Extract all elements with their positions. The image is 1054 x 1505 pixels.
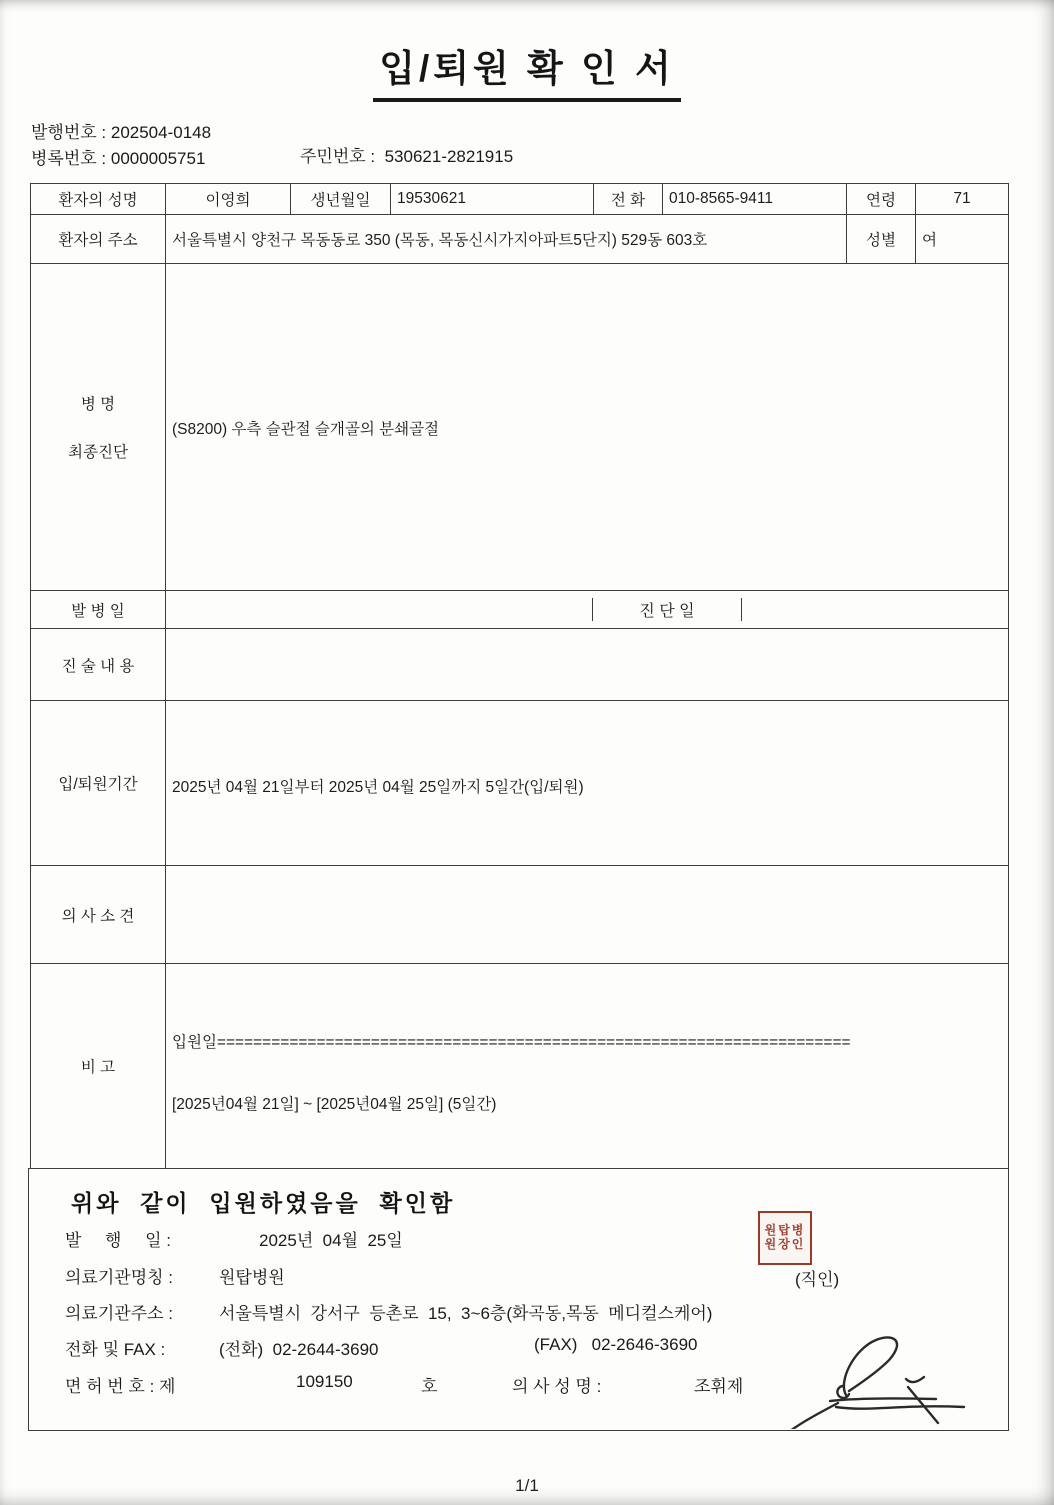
phone-value: 010-8565-9411 bbox=[663, 184, 847, 215]
table-row bbox=[31, 264, 1009, 591]
page-number: 1/1 bbox=[515, 1476, 539, 1495]
record-number-label: 병록번호 : bbox=[31, 149, 111, 168]
tel-value: (전화) 02-2644-3690 bbox=[219, 1340, 379, 1359]
diagnosis-date-value bbox=[742, 598, 1002, 621]
table-row bbox=[31, 866, 1009, 964]
resident-number-label: 주민번호 : bbox=[300, 147, 385, 166]
table-row bbox=[31, 591, 1009, 629]
onset-date-label: 발 병 일 bbox=[31, 591, 166, 629]
patient-form-table bbox=[30, 183, 1009, 1169]
sex-value: 여 bbox=[916, 215, 1009, 264]
onset-date-row-cell bbox=[166, 591, 1009, 629]
doctor-opinion-value bbox=[166, 866, 1009, 964]
remarks-label: 비 고 bbox=[31, 964, 166, 1169]
confirmation-statement: 위와 같이 입원하였음을 확인함 bbox=[71, 1190, 456, 1216]
institution-address-label: 의료기관주소 : bbox=[65, 1304, 173, 1323]
table-row bbox=[31, 215, 1009, 264]
onset-date-value bbox=[172, 598, 592, 621]
seal-caption: (직인) bbox=[795, 1270, 840, 1289]
doctor-name-label: 의 사 성 명 : bbox=[512, 1377, 602, 1396]
admission-period-value: 2025년 04월 21일부터 2025년 04월 25일까지 5일간(입/퇴원) bbox=[166, 701, 1009, 866]
remarks-line-1: 입원일====================================================================== bbox=[172, 1033, 851, 1051]
sex-label: 성별 bbox=[847, 215, 916, 264]
diagnosis-date-label: 진 단 일 bbox=[592, 598, 742, 621]
doctor-signature bbox=[786, 1319, 986, 1429]
admission-period-label: 입/퇴원기간 bbox=[31, 701, 166, 866]
disease-label-cell bbox=[31, 264, 166, 591]
issue-date-label: 발 행 일 : bbox=[65, 1231, 171, 1250]
patient-name-value: 이영희 bbox=[166, 184, 291, 215]
disease-name-label: 병 명 bbox=[80, 396, 116, 413]
issue-number-line bbox=[31, 118, 211, 143]
table-row bbox=[31, 964, 1009, 1169]
birthdate-value: 19530621 bbox=[391, 184, 594, 215]
table-row bbox=[31, 629, 1009, 701]
patient-name-label: 환자의 성명 bbox=[31, 184, 166, 215]
resident-number-value: 530621-2821915 bbox=[384, 147, 514, 166]
seal-text-line-2: 원장인 bbox=[764, 1237, 806, 1251]
issue-number-label: 발행번호 : bbox=[31, 123, 111, 142]
record-number-line bbox=[31, 144, 205, 169]
diagnosis-value: (S8200) 우측 슬관절 슬개골의 분쇄골절 bbox=[166, 264, 1009, 591]
remarks-value bbox=[166, 964, 1009, 1169]
statement-value bbox=[166, 629, 1009, 701]
table-row bbox=[31, 184, 1009, 215]
license-number-label: 면 허 번 호 : 제 bbox=[65, 1377, 176, 1396]
document-title-wrap bbox=[0, 38, 1054, 102]
license-number-suffix: 호 bbox=[421, 1377, 438, 1396]
document-title: 입/퇴원 확 인 서 bbox=[373, 38, 681, 102]
age-value: 71 bbox=[916, 184, 1009, 215]
address-value: 서울특별시 양천구 목동동로 350 (목동, 목동신시가지아파트5단지) 529동 603호 bbox=[166, 215, 847, 264]
final-diagnosis-label: 최종진단 bbox=[68, 444, 128, 461]
remarks-line-2: [2025년04월 21일] ~ [2025년04월 25일] (5일간) bbox=[172, 1096, 497, 1113]
doctor-name-value: 조휘제 bbox=[694, 1377, 744, 1396]
seal-text-line-1: 원탑병 bbox=[764, 1223, 806, 1238]
age-label: 연령 bbox=[847, 184, 916, 215]
doctor-opinion-label: 의 사 소 견 bbox=[31, 866, 166, 964]
institution-name-value: 원탑병원 bbox=[219, 1268, 285, 1287]
birthdate-label: 생년월일 bbox=[291, 184, 391, 215]
issuer-section bbox=[28, 1168, 1009, 1431]
institution-name-label: 의료기관명칭 : bbox=[65, 1268, 173, 1287]
license-number-value: 109150 bbox=[296, 1372, 353, 1391]
address-label: 환자의 주소 bbox=[31, 215, 166, 264]
table-row bbox=[31, 701, 1009, 866]
tel-fax-label: 전화 및 FAX : bbox=[65, 1340, 166, 1359]
hospital-seal-stamp bbox=[758, 1211, 812, 1265]
resident-number-line bbox=[300, 142, 513, 167]
record-number-value: 0000005751 bbox=[110, 149, 206, 168]
statement-label: 진 술 내 용 bbox=[31, 629, 166, 701]
fax-value: (FAX) 02-2646-3690 bbox=[534, 1335, 698, 1354]
issue-number-value: 202504-0148 bbox=[110, 123, 212, 142]
institution-address-value: 서울특별시 강서구 등촌로 15, 3~6층(화곡동,목동 메디컬스케어) bbox=[219, 1304, 713, 1323]
phone-label: 전 화 bbox=[594, 184, 663, 215]
issue-date-value: 2025년 04월 25일 bbox=[259, 1231, 403, 1250]
